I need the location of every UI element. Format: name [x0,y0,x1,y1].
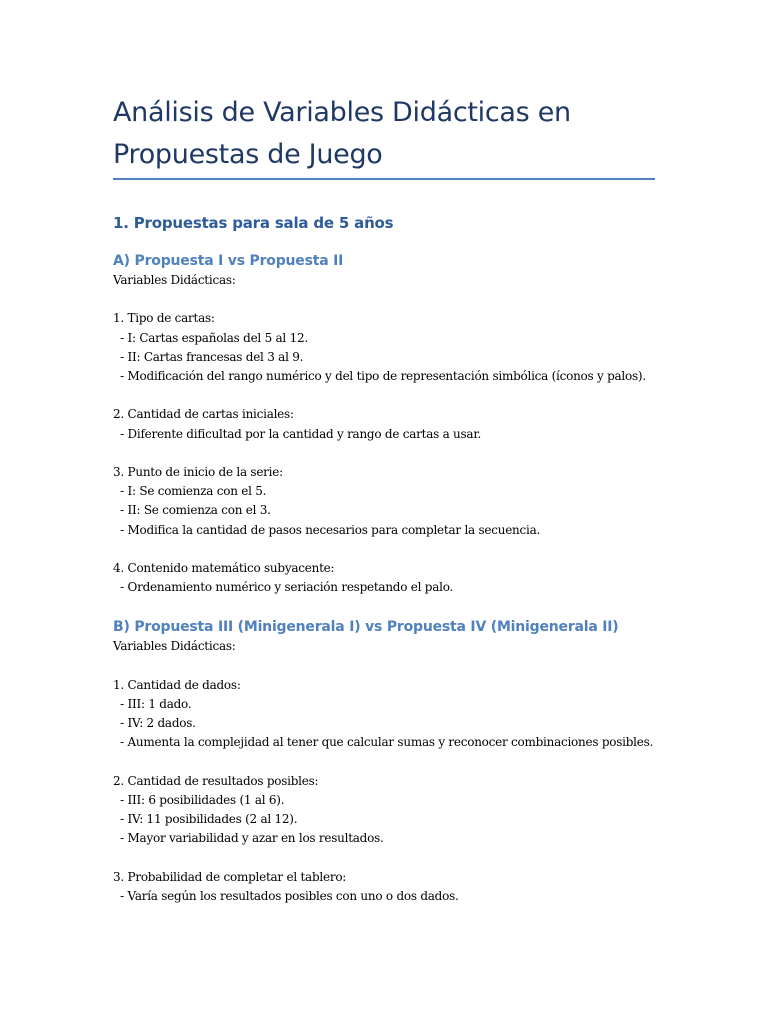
item-point: - Aumenta la complejidad al tener que calcular sumas y reconocer combinaciones posibles. [113,735,654,750]
subsection-b-item [113,676,655,753]
spacer [113,753,655,772]
item-point: - Varía según los resultados posibles con uno o dos dados. [113,888,459,903]
spacer [113,540,655,559]
subsection-heading-a: A) Propuesta I vs Propuesta II [113,253,344,269]
item-point: - Diferente dificultad por la cantidad y rango de cartas a usar. [113,426,482,441]
item-title: 2. Cantidad de cartas iniciales: [113,407,294,422]
subsection-a-item [113,463,655,540]
item-title: 1. Cantidad de dados: [113,677,241,692]
item-point: - Ordenamiento numérico y seriación respetando el palo. [113,580,454,595]
item-title: 3. Punto de inicio de la serie: [113,464,283,479]
spacer [113,386,655,405]
subsection-b-intro: Variables Didácticas: [113,639,236,654]
item-point: - II: Cartas francesas del 3 al 9. [113,349,304,364]
item-title: 1. Tipo de cartas: [113,311,215,326]
spacer [113,444,655,463]
section-heading: 1. Propuestas para sala de 5 años [113,214,394,232]
subsection-a-item [113,559,655,597]
document-page [113,92,655,906]
item-point: - I: Se comienza con el 5. [113,484,267,499]
spacer [113,290,655,309]
item-point: - Modifica la cantidad de pasos necesarios para completar la secuencia. [113,522,541,537]
subsection-b-item [113,868,655,906]
item-point: - III: 1 dado. [113,696,192,711]
item-point: - IV: 11 posibilidades (2 al 12). [113,812,298,827]
document-title: Análisis de Variables Didácticas en Propuestas de Juego [113,92,655,180]
item-point: - II: Se comienza con el 3. [113,503,271,518]
subsection-a-item [113,405,655,443]
spacer [113,657,655,676]
subsection-a-intro: Variables Didácticas: [113,273,236,287]
item-title: 2. Cantidad de resultados posibles: [113,773,319,788]
item-point: - III: 6 posibilidades (1 al 6). [113,792,285,807]
subsection-heading-b: B) Propuesta III (Minigenerala I) vs Propuesta IV (Minigenerala II) [113,619,619,636]
item-title: 4. Contenido matemático subyacente: [113,560,335,575]
item-point: - Modificación del rango numérico y del tipo de representación simbólica (íconos y palos). [113,369,646,383]
item-point: - I: Cartas españolas del 5 al 12. [113,330,308,345]
subsection-a-item [113,309,655,386]
spacer [113,849,655,868]
item-title: 3. Probabilidad de completar el tablero: [113,869,347,884]
item-point: - Mayor variabilidad y azar en los resultados. [113,831,384,846]
subsection-b-item [113,772,655,849]
item-point: - IV: 2 dados. [113,716,196,731]
